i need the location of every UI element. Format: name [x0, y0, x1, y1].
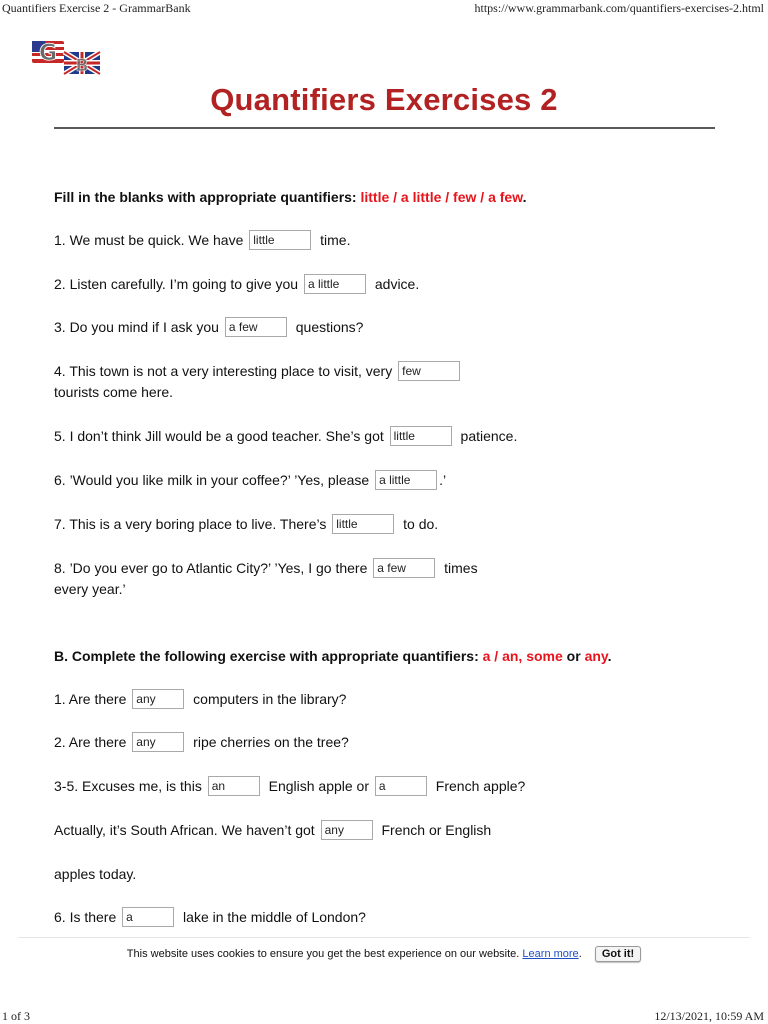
question-text-middle: English apple or — [268, 778, 370, 794]
question-text: 1. Are there — [54, 691, 127, 707]
learn-more-link[interactable]: Learn more — [522, 948, 579, 960]
question-text: 4. This town is not a very interesting place to visit, very — [54, 363, 393, 379]
answer-input[interactable]: any — [132, 732, 184, 752]
print-datetime: 12/13/2021, 10:59 AM — [654, 1009, 764, 1023]
answer-input[interactable]: little — [332, 514, 394, 534]
question-text: apples today. — [54, 866, 137, 882]
question-text: Actually, it’s South African. We haven’t got — [54, 822, 315, 838]
question-b4 — [54, 820, 491, 841]
question-text-after: questions? — [295, 319, 364, 335]
section-b-instruction-text: B. Complete the following exercise with appropriate quantifiers: — [54, 648, 479, 664]
grammarbank-logo-icon[interactable] — [30, 38, 102, 76]
page-title: Quantifiers Exercises 2 — [210, 82, 558, 117]
section-b-joiner: or — [566, 648, 581, 664]
question-b2 — [54, 732, 349, 753]
print-footer — [0, 1007, 768, 1023]
question-text-continued: every year.’ — [54, 581, 126, 598]
section-b-option-2: any — [584, 648, 608, 664]
answer-input[interactable]: a little — [304, 274, 366, 294]
question-a7 — [54, 514, 438, 535]
answer-input[interactable]: an — [208, 776, 260, 796]
question-text: 1. We must be quick. We have — [54, 232, 244, 248]
print-page-number: 1 of 3 — [2, 1009, 30, 1023]
title-divider — [54, 127, 715, 129]
answer-input[interactable]: a — [122, 907, 174, 927]
section-a-instruction — [54, 187, 526, 208]
section-b-instruction — [54, 646, 612, 667]
question-a6 — [54, 470, 446, 491]
question-text: 7. This is a very boring place to live. There’s — [54, 516, 327, 532]
question-a5 — [54, 426, 517, 447]
question-b1 — [54, 689, 346, 710]
got-it-button[interactable]: Got it! — [595, 946, 641, 962]
question-text-after: to do. — [403, 516, 439, 532]
question-text-after: time. — [320, 232, 351, 248]
question-b6 — [54, 907, 366, 928]
question-text: 3-5. Excuses me, is this — [54, 778, 202, 794]
svg-text:B: B — [75, 56, 89, 76]
question-text-after: computers in the library? — [193, 691, 347, 707]
question-text: 5. I don’t think Jill would be a good teacher. She’s got — [54, 428, 384, 444]
answer-input[interactable]: a little — [375, 470, 437, 490]
question-text: 2. Listen carefully. I’m going to give you — [54, 276, 299, 292]
answer-input[interactable]: little — [249, 230, 311, 250]
print-page-url: https://www.grammarbank.com/quantifiers-exercises-2.html — [474, 1, 764, 15]
question-text-continued: tourists come here. — [54, 384, 174, 401]
question-text-after: patience. — [460, 428, 518, 444]
section-b-instruction-end: . — [607, 648, 612, 664]
section-a-options: little / a little / few / a few — [360, 189, 523, 205]
question-text-after: French apple? — [435, 778, 526, 794]
question-text: 2. Are there — [54, 734, 127, 750]
question-a3 — [54, 317, 363, 338]
section-a-instruction-end: . — [522, 189, 527, 205]
section-b-option-1: a / an, some — [482, 648, 563, 664]
question-b5 — [54, 864, 136, 885]
cookie-message: This website uses cookies to ensure you get the best experience on our website. — [126, 948, 520, 960]
question-text-after: advice. — [374, 276, 420, 292]
answer-input[interactable]: few — [398, 361, 460, 381]
cookie-consent-bar — [18, 937, 750, 969]
question-text-after: ripe cherries on the tree? — [193, 734, 349, 750]
cookie-message-end: . — [578, 948, 582, 960]
question-a8 — [54, 558, 478, 600]
question-text-after: lake in the middle of London? — [183, 909, 366, 925]
answer-input[interactable]: little — [390, 426, 452, 446]
print-page-title: Quantifiers Exercise 2 - GrammarBank — [2, 1, 191, 15]
question-a2 — [54, 274, 419, 295]
question-text: 6. Is there — [54, 909, 117, 925]
section-a-instruction-text: Fill in the blanks with appropriate quantifiers: — [54, 189, 357, 205]
question-text-after: .’ — [439, 472, 447, 488]
question-text: 3. Do you mind if I ask you — [54, 319, 219, 335]
answer-input[interactable]: a few — [373, 558, 435, 578]
question-text: 8. ’Do you ever go to Atlantic City?’ ’Yes, I go there — [54, 560, 368, 576]
question-text: 6. ’Would you like milk in your coffee?’ ’Yes, please — [54, 472, 370, 488]
question-text-after: French or English — [381, 822, 492, 838]
answer-input[interactable]: any — [132, 689, 184, 709]
question-text-after: times — [444, 560, 478, 576]
question-b3 — [54, 776, 525, 797]
svg-text:G: G — [38, 41, 58, 66]
question-a4 — [54, 361, 465, 403]
answer-input[interactable]: any — [321, 820, 373, 840]
answer-input[interactable]: a — [375, 776, 427, 796]
print-header — [0, 0, 768, 18]
question-a1 — [54, 230, 350, 251]
answer-input[interactable]: a few — [225, 317, 287, 337]
